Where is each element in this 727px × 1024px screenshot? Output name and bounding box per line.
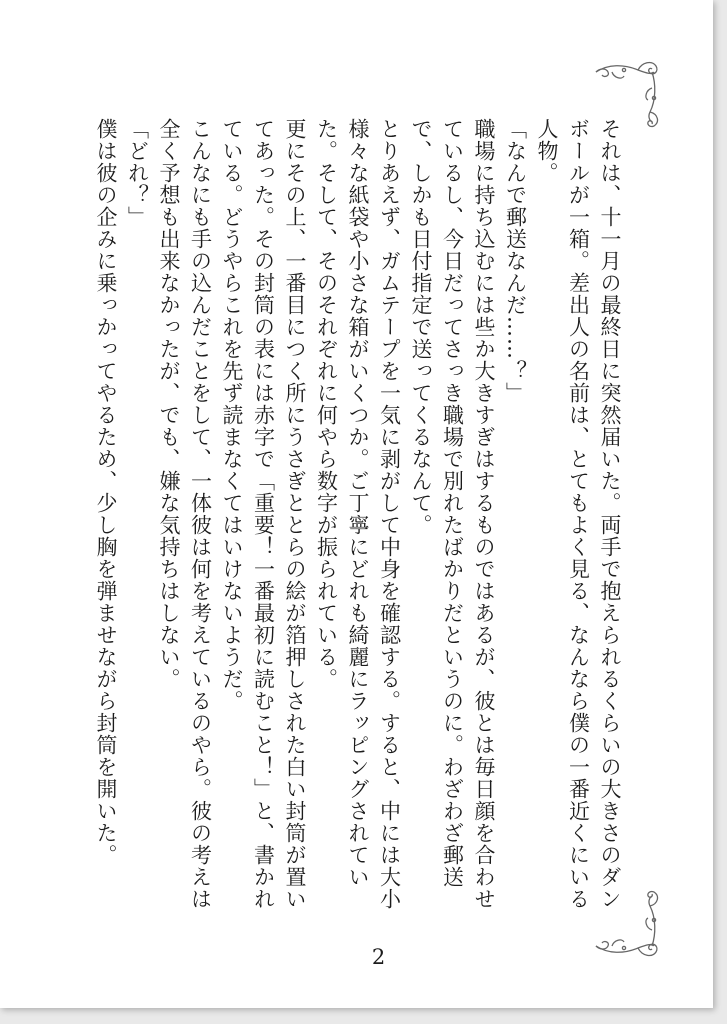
paragraph-8: 僕は彼の企みに乗っかってやるため、少し胸を弾ませながら封筒を開いた。 bbox=[94, 118, 118, 866]
paragraph-1: それは、十一月の最終日に突然届いた。両手で抱えられるくらいの大きさのダンボールが一箱。差出人の名前は、とてもよく見る、なんなら僕の一番近くにいる人物。 bbox=[535, 118, 622, 910]
paragraph-7: 「どれ？」 bbox=[125, 118, 150, 228]
paragraph-4: とりあえず、ガムテープを一気に剥がして中身を確認する。すると、中には大小様々な紙袋や小さな箱がいくつか。ご丁寧にどれも綺麗にラッピングされていた。そして、そのそれぞれに何やら数字が振られている。 bbox=[314, 118, 402, 910]
vertical-text-body bbox=[90, 118, 626, 918]
paragraph-6: こんなにも手の込んだことをして、一体彼は何を考えているのやら。彼の考えは全く予想も出来なかったが、でも、嫌な気持ちはしない。 bbox=[157, 118, 213, 910]
paragraph-5: 更にその上、一番目につく所にうさぎととらの絵が箔押しされた白い封筒が置いてあった。その封筒の表には赤字で「重要！一番最初に読むこと！」と、書かれている。どうやらこれを先ず読まなくてはいけないようだ。 bbox=[220, 118, 307, 910]
page-number: 2 bbox=[371, 945, 386, 969]
paragraph-3: 職場に持ち込むには些か大きすぎはするものではあるが、彼とは毎日顔を合わせているし、今日だってさっき職場で別れたばかりだというのに。わざわざ郵送で、しかも日付指定で送ってくるなんて。 bbox=[409, 118, 496, 910]
paragraph-2: 「なんで郵送なんだ……？」 bbox=[503, 118, 528, 404]
